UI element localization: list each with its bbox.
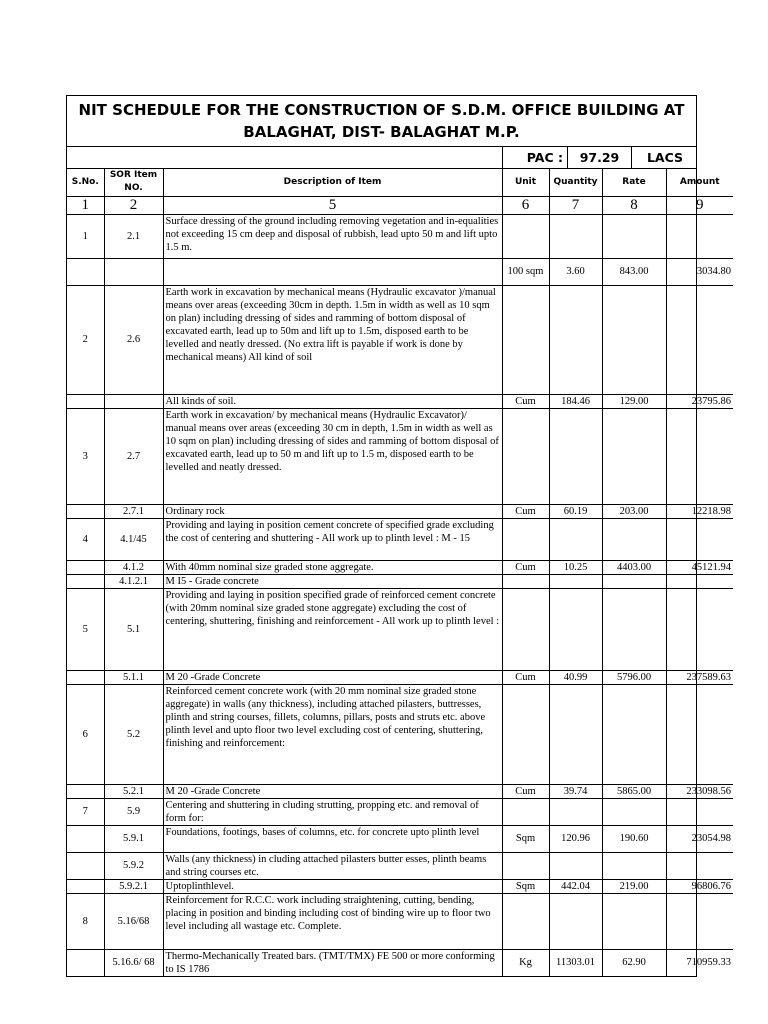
cell-description: Surface dressing of the ground including removing vegetation and in-equalities not exceeding 15 cm deep and disposal of rubbish, lead upto 50 m and lift upto 1.5 m. — [163, 214, 502, 258]
cell-amount — [666, 852, 733, 879]
pac-label: PAC : — [502, 147, 567, 168]
cell-quantity — [549, 798, 602, 825]
cell-quantity: 120.96 — [549, 825, 602, 852]
cell-sno — [67, 560, 104, 574]
cell-rate — [602, 285, 666, 394]
cell-description: M 20 -Grade Concrete — [163, 784, 502, 798]
cell-sor-item: 5.9.2.1 — [104, 879, 163, 893]
cell-sno — [67, 784, 104, 798]
table-row — [67, 893, 733, 949]
pac-unit: LACS — [631, 147, 698, 168]
cell-description: Walls (any thickness) in cluding attached pilasters butter esses, plinth beams and string courses etc. — [163, 852, 502, 879]
cell-unit — [502, 214, 549, 258]
table-row — [67, 258, 733, 285]
cell-unit — [502, 798, 549, 825]
cell-quantity: 39.74 — [549, 784, 602, 798]
col-number: 7 — [549, 196, 602, 214]
cell-quantity: 184.46 — [549, 394, 602, 408]
cell-sno — [67, 852, 104, 879]
title-line-1: NIT SCHEDULE FOR THE CONSTRUCTION OF S.D.M. OFFICE BUILDING AT — [78, 101, 685, 119]
cell-description: Earth work in excavation by mechanical means (Hydraulic excavator )/manual means over areas (exceeding 30cm in depth. 1.5m in width as well as 10 sqm on plan) including dressing of sides and ramming of bottom disposal of excavated earth, lead up to 50m and lift up to 1.5m, disposed earth to be levelled and neatly dressed. (No extra lift is payable if work is done by mechanical means) All kind of soil — [163, 285, 502, 394]
table-row — [67, 798, 733, 825]
cell-rate: 843.00 — [602, 258, 666, 285]
cell-sno — [67, 670, 104, 684]
cell-amount — [666, 588, 733, 670]
cell-sno — [67, 574, 104, 588]
cell-sno — [67, 825, 104, 852]
cell-description: Thermo-Mechanically Treated bars. (TMT/TMX) FE 500 or more conforming to IS 1786 — [163, 949, 502, 976]
cell-amount: 3034.80 — [666, 258, 733, 285]
cell-description: Foundations, footings, bases of columns, etc. for concrete upto plinth level — [163, 825, 502, 852]
cell-sor-item: 5.1.1 — [104, 670, 163, 684]
cell-quantity — [549, 285, 602, 394]
col-number: 9 — [666, 196, 733, 214]
cell-description: Reinforcement for R.C.C. work including straightening, cutting, bending, placing in position and binding including cost of binding wire up to floor two level including all wastage etc. Complete. — [163, 893, 502, 949]
col-number: 1 — [67, 196, 104, 214]
col-number: 8 — [602, 196, 666, 214]
cell-unit: 100 sqm — [502, 258, 549, 285]
table-row — [67, 560, 733, 574]
col-number: 5 — [163, 196, 502, 214]
cell-amount: 710959.33 — [666, 949, 733, 976]
cell-description: M 20 -Grade Concrete — [163, 670, 502, 684]
table-row — [67, 949, 733, 976]
cell-sno — [67, 949, 104, 976]
cell-unit — [502, 893, 549, 949]
cell-rate: 62.90 — [602, 949, 666, 976]
cell-amount — [666, 285, 733, 394]
cell-sor-item — [104, 258, 163, 285]
cell-rate: 219.00 — [602, 879, 666, 893]
table-row — [67, 588, 733, 670]
cell-sor-item: 4.1/45 — [104, 518, 163, 560]
cell-quantity: 442.04 — [549, 879, 602, 893]
cell-amount — [666, 518, 733, 560]
table-row — [67, 408, 733, 504]
table-row — [67, 394, 733, 408]
header-rate: Rate — [602, 169, 666, 196]
cell-rate — [602, 518, 666, 560]
table-row — [67, 825, 733, 852]
cell-rate: 4403.00 — [602, 560, 666, 574]
column-number-row — [67, 196, 733, 214]
cell-unit: Kg — [502, 949, 549, 976]
cell-unit: Sqm — [502, 825, 549, 852]
cell-amount — [666, 214, 733, 258]
cell-unit — [502, 588, 549, 670]
cell-description: With 40mm nominal size graded stone aggregate. — [163, 560, 502, 574]
cell-rate: 5865.00 — [602, 784, 666, 798]
table-row — [67, 684, 733, 784]
cell-quantity — [549, 588, 602, 670]
col-number: 6 — [502, 196, 549, 214]
table-row — [67, 214, 733, 258]
table-row — [67, 285, 733, 394]
cell-sno: 6 — [67, 684, 104, 784]
cell-sor-item: 2.7 — [104, 408, 163, 504]
cell-rate — [602, 798, 666, 825]
cell-sor-item: 5.2 — [104, 684, 163, 784]
cell-description: Earth work in excavation/ by mechanical means (Hydraulic Excavator)/ manual means over areas (exceeding 30 cm in depth, 1.5m in width as well as 10 sqm on plan) including dressing of sides and ramming of bottom disposal of excavated earth, lead up to 50 m and lift up to 1.5 m, disposed earth to be levelled and neatly dressed. — [163, 408, 502, 504]
cell-description: Centering and shuttering in cluding strutting, propping etc. and removal of form for: — [163, 798, 502, 825]
table-row — [67, 784, 733, 798]
cell-sno: 7 — [67, 798, 104, 825]
cell-description: Providing and laying in position cement concrete of specified grade excluding the cost of centering and shuttering - All work up to plinth level : M - 15 — [163, 518, 502, 560]
cell-sno — [67, 394, 104, 408]
cell-rate: 203.00 — [602, 504, 666, 518]
cell-sor-item: 2.1 — [104, 214, 163, 258]
table-row — [67, 518, 733, 560]
cell-amount — [666, 798, 733, 825]
cell-amount — [666, 684, 733, 784]
col-number: 2 — [104, 196, 163, 214]
cell-description: Ordinary rock — [163, 504, 502, 518]
pac-value: 97.29 — [567, 147, 631, 168]
cell-quantity — [549, 893, 602, 949]
cell-amount — [666, 408, 733, 504]
cell-sno — [67, 879, 104, 893]
cell-amount: 45121.94 — [666, 560, 733, 574]
cell-unit: Cum — [502, 670, 549, 684]
table-row — [67, 670, 733, 684]
header-qty: Quantity — [549, 169, 602, 196]
cell-amount: 12218.98 — [666, 504, 733, 518]
cell-unit — [502, 684, 549, 784]
cell-rate — [602, 893, 666, 949]
cell-description: Providing and laying in position specified grade of reinforced cement concrete (with 20mm nominal size graded stone aggregate) excluding the cost of centering, shuttering, finishing and reinforcement - All work up to plinth level : — [163, 588, 502, 670]
cell-amount: 96806.76 — [666, 879, 733, 893]
cell-sno: 5 — [67, 588, 104, 670]
cell-sor-item: 4.1.2.1 — [104, 574, 163, 588]
cell-sno: 2 — [67, 285, 104, 394]
cell-amount: 237589.63 — [666, 670, 733, 684]
cell-quantity — [549, 214, 602, 258]
cell-unit: Cum — [502, 784, 549, 798]
table-row — [67, 879, 733, 893]
cell-unit — [502, 574, 549, 588]
cell-description: Uptoplinthlevel. — [163, 879, 502, 893]
cell-description: M I5 - Grade concrete — [163, 574, 502, 588]
header-sor: SOR Item NO. — [104, 169, 163, 196]
header-unit: Unit — [502, 169, 549, 196]
cell-rate — [602, 588, 666, 670]
cell-sor-item: 5.16.6/ 68 — [104, 949, 163, 976]
header-amount: Amount — [666, 169, 733, 196]
cell-sno: 3 — [67, 408, 104, 504]
cell-quantity — [549, 574, 602, 588]
cell-description — [163, 258, 502, 285]
cell-rate: 190.60 — [602, 825, 666, 852]
cell-amount — [666, 893, 733, 949]
header-desc: Description of Item — [163, 169, 502, 196]
cell-unit — [502, 285, 549, 394]
cell-unit: Cum — [502, 560, 549, 574]
cell-sor-item: 2.7.1 — [104, 504, 163, 518]
cell-sor-item: 5.9.2 — [104, 852, 163, 879]
nit-schedule-sheet — [66, 95, 731, 977]
cell-quantity — [549, 852, 602, 879]
cell-amount: 23054.98 — [666, 825, 733, 852]
schedule-table — [67, 169, 733, 976]
cell-rate: 5796.00 — [602, 670, 666, 684]
cell-unit — [502, 518, 549, 560]
cell-amount: 23795.86 — [666, 394, 733, 408]
cell-quantity: 10.25 — [549, 560, 602, 574]
cell-quantity — [549, 518, 602, 560]
cell-rate — [602, 408, 666, 504]
cell-sno: 8 — [67, 893, 104, 949]
cell-sno — [67, 504, 104, 518]
cell-sor-item: 5.9.1 — [104, 825, 163, 852]
table-row — [67, 574, 733, 588]
cell-rate — [602, 852, 666, 879]
title-line-2: BALAGHAT, DIST- BALAGHAT M.P. — [243, 123, 520, 141]
cell-unit: Sqm — [502, 879, 549, 893]
cell-amount: 233098.56 — [666, 784, 733, 798]
table-row — [67, 504, 733, 518]
cell-quantity — [549, 408, 602, 504]
cell-sor-item: 5.1 — [104, 588, 163, 670]
cell-sor-item: 4.1.2 — [104, 560, 163, 574]
cell-sor-item: 2.6 — [104, 285, 163, 394]
header-row — [67, 169, 733, 196]
cell-unit: Cum — [502, 394, 549, 408]
cell-rate: 129.00 — [602, 394, 666, 408]
cell-unit: Cum — [502, 504, 549, 518]
cell-quantity: 11303.01 — [549, 949, 602, 976]
table-row — [67, 852, 733, 879]
cell-sor-item: 5.2.1 — [104, 784, 163, 798]
pac-row — [67, 147, 696, 169]
cell-rate — [602, 684, 666, 784]
cell-sno — [67, 258, 104, 285]
cell-unit — [502, 408, 549, 504]
cell-amount — [666, 574, 733, 588]
cell-unit — [502, 852, 549, 879]
document-title — [67, 96, 696, 147]
cell-description: Reinforced cement concrete work (with 20 mm nominal size graded stone aggregate) in walls (any thickness), including attached pilasters, buttresses, plinth and string courses, fillets, columns, pillars, posts and struts etc. above plinth level and upto floor two level excluding cost of centering, shuttering, finishing and reinforcement: — [163, 684, 502, 784]
cell-description: All kinds of soil. — [163, 394, 502, 408]
header-sno: S.No. — [67, 169, 104, 196]
cell-rate — [602, 574, 666, 588]
cell-rate — [602, 214, 666, 258]
cell-quantity: 40.99 — [549, 670, 602, 684]
cell-sno: 4 — [67, 518, 104, 560]
cell-sor-item: 5.9 — [104, 798, 163, 825]
cell-sor-item: 5.16/68 — [104, 893, 163, 949]
cell-sor-item — [104, 394, 163, 408]
cell-quantity: 60.19 — [549, 504, 602, 518]
cell-quantity: 3.60 — [549, 258, 602, 285]
cell-sno: 1 — [67, 214, 104, 258]
cell-quantity — [549, 684, 602, 784]
